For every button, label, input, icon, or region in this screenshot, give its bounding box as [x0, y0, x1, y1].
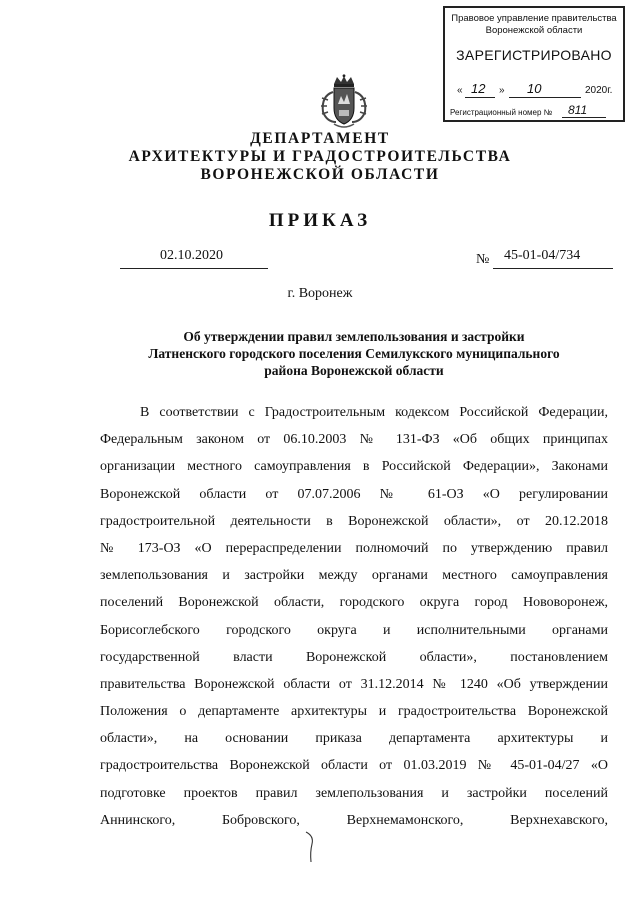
- body-line: Аннинского, Бобровского, Верхнемамонского, Верхнехавского,: [100, 812, 608, 828]
- department-header: [0, 130, 640, 184]
- document-number-sign: №: [476, 252, 490, 267]
- pencil-mark-icon: [300, 830, 320, 864]
- document-number-underline: [493, 268, 613, 269]
- body-line: государственной власти Воронежской области», постановлением: [100, 649, 608, 665]
- subject-line1: Об утверждении правил землепользования и застройки: [183, 329, 525, 344]
- stamp-day: 12: [471, 81, 486, 96]
- document-subject: [100, 328, 608, 379]
- stamp-organization-line2: Воронежской области: [485, 25, 583, 36]
- stamp-month: 10: [527, 81, 542, 96]
- document-type: ПРИКАЗ: [268, 210, 372, 231]
- body-line: градостроительства Воронежской области от 01.03.2019 № 45-01-04/27 «О: [100, 758, 608, 774]
- stamp-day-underline: [465, 97, 495, 98]
- body-line: Федеральным законом от 06.10.2003 № 131-ФЗ «Об общих принципах: [100, 432, 608, 448]
- body-line: Воронежской области от 07.07.2006 № 61-ОЗ «О регулировании: [100, 486, 608, 502]
- stamp-registration: [450, 103, 617, 117]
- document-body: [100, 403, 608, 838]
- stamp-date: [457, 83, 615, 99]
- body-line: области», на основании приказа департамента архитектуры и: [100, 731, 608, 747]
- subject-line2: Латненского городского поселения Семилукского муниципального: [148, 346, 560, 361]
- department-header-line3: ВОРОНЕЖСКОЙ ОБЛАСТИ: [200, 166, 440, 183]
- stamp-reg-label: Регистрационный номер №: [450, 108, 553, 117]
- stamp-reg-number: 811: [568, 103, 588, 117]
- stamp-open-quote: «: [457, 85, 463, 96]
- body-line: Положения о департаменте архитектуры и градостроительства Воронежской: [100, 704, 608, 720]
- document-city: г. Воронеж: [287, 286, 353, 301]
- subject-line3: района Воронежской области: [264, 363, 444, 378]
- body-line: землепользования и застройки между органами местного самоуправления: [100, 568, 608, 584]
- body-line: поселений Воронежской области, городского округа город Нововоронеж,: [100, 595, 608, 611]
- document-date-underline: [120, 268, 268, 269]
- stamp-organization-line1: Правовое управление правительства: [451, 13, 617, 24]
- document-date: 02.10.2020: [160, 248, 223, 263]
- voronezh-coat-of-arms-icon: [318, 74, 370, 130]
- body-line: В соответствии с Градостроительным кодексом Российской Федерации,: [140, 405, 608, 420]
- stamp-month-underline: [509, 97, 581, 98]
- stamp-reg-underline: [562, 117, 606, 118]
- body-line: подготовке проектов правил землепользования и застройки поселений: [100, 785, 608, 801]
- registration-stamp: [443, 6, 625, 122]
- body-line: правительства Воронежской области от 31.12.2014 № 1240 «Об утверждении: [100, 676, 608, 692]
- stamp-status: ЗАРЕГИСТРИРОВАНО: [456, 47, 612, 63]
- department-header-line2: АРХИТЕКТУРЫ И ГРАДОСТРОИТЕЛЬСТВА: [128, 148, 512, 165]
- stamp-close-quote: »: [499, 85, 505, 96]
- stamp-organization: [445, 13, 623, 37]
- stamp-year: 2020г.: [585, 85, 613, 96]
- body-line: организации местного самоуправления в Российской Федерации», Законами: [100, 459, 608, 475]
- body-line: градостроительной деятельности в Воронежской области», от 20.12.2018: [100, 513, 608, 529]
- document-number: 45-01-04/734: [504, 248, 581, 263]
- department-header-line1: ДЕПАРТАМЕНТ: [250, 130, 390, 147]
- body-line: Борисоглебского городского округа и исполнительными органами: [100, 622, 608, 638]
- body-line: № 173-ОЗ «О перераспределении полномочий по утверждению правил: [100, 540, 608, 556]
